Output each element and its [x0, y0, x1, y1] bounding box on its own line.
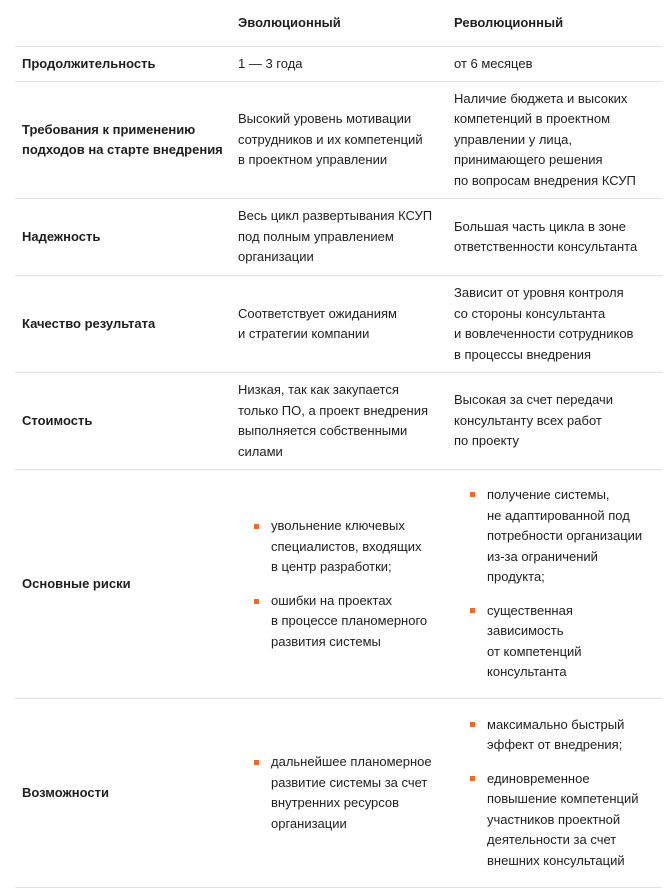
list-item: получение системы, не адаптированной под потребности организации из-за ограничений продукта; — [454, 485, 642, 588]
revolutionary-cell: Большая часть цикла в зоне ответственности консультанта — [454, 218, 638, 254]
evolutionary-cell: Соответствует ожиданиям и стратегии компании — [238, 305, 397, 341]
evolutionary-cell: 1 — 3 года — [238, 55, 303, 71]
evolutionary-cell: Низкая, так как закупается только ПО, а проект внедрения выполняется собственными силами — [238, 382, 428, 459]
list-item: максимально быстрый эффект от внедрения; — [454, 715, 639, 756]
row-label: Надежность — [22, 228, 101, 244]
table-row-risks — [15, 470, 662, 699]
comparison-table — [15, 0, 662, 888]
table-row-requirements — [15, 82, 662, 199]
revolutionary-cell: Высокая за счет передачи консультанту всех работ по проекту — [454, 392, 614, 449]
row-label: Стоимость — [22, 412, 93, 428]
list-item: единовременное повышение компетенций участников проектной деятельности за счет внешних консультаций — [454, 769, 639, 872]
evolutionary-cell — [238, 699, 443, 887]
table-row-opportunities — [15, 699, 662, 888]
row-label: Качество результата — [22, 315, 156, 331]
list-item: дальнейшее планомерное развитие системы за счет внутренних ресурсов организации — [238, 752, 432, 834]
evolutionary-cell — [238, 470, 443, 698]
table-header-row — [15, 0, 662, 47]
row-label: Возможности — [22, 784, 109, 800]
row-label: Основные риски — [22, 575, 131, 591]
revolutionary-cell: Зависит от уровня контроля со стороны консультанта и вовлеченности сотрудников в процессы внедрения — [454, 285, 634, 362]
header-revolutionary: Революционный — [454, 14, 564, 30]
list-item: увольнение ключевых специалистов, входящих в центр разработки; — [238, 516, 427, 578]
list-item: ошибки на проектах в процессе планомерного развития системы — [238, 591, 427, 653]
table-row-quality — [15, 276, 662, 373]
revolutionary-cell: от 6 месяцев — [454, 55, 533, 71]
table-row-duration — [15, 47, 662, 82]
revolutionary-cell — [454, 699, 664, 887]
row-label: Продолжительность — [22, 55, 156, 71]
header-empty-cell — [22, 0, 232, 46]
table-row-cost — [15, 373, 662, 470]
revolutionary-cell: Наличие бюджета и высоких компетенций в проектном управлении у лица, принимающего решения по вопросам внедрения КСУП — [454, 90, 636, 188]
evolutionary-cell: Весь цикл развертывания КСУП под полным управлением организации — [238, 208, 433, 265]
list-item: существенная зависимость от компетенций консультанта — [454, 601, 642, 683]
row-label: Требования к применению подходов на старте внедрения — [22, 121, 223, 157]
table-row-reliability — [15, 199, 662, 276]
revolutionary-cell — [454, 470, 664, 698]
header-evolutionary: Эволюционный — [238, 14, 341, 30]
evolutionary-cell: Высокий уровень мотивации сотрудников и их компетенций в проектном управлении — [238, 111, 423, 168]
